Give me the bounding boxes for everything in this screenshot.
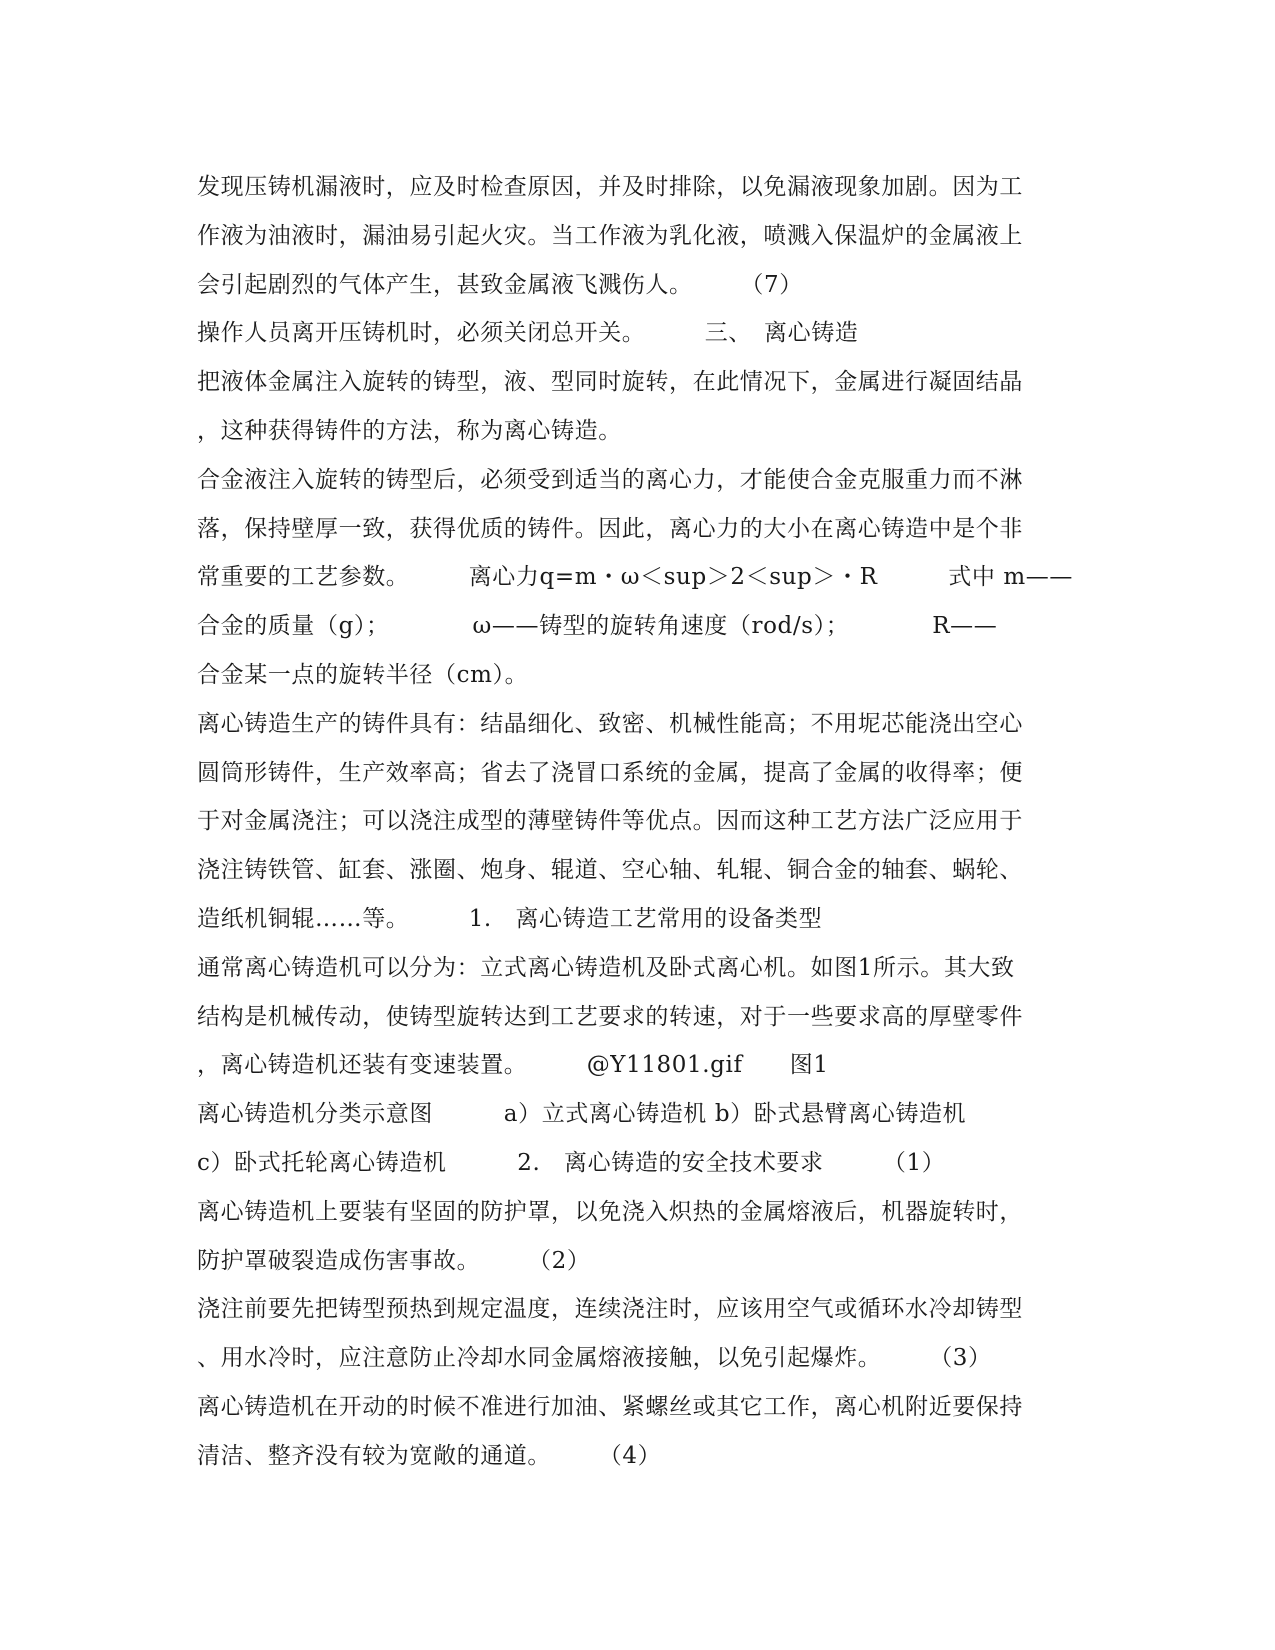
text-line: c）卧式托轮离心铸造机 2. 离心铸造的安全技术要求 （1） (197, 1149, 946, 1176)
body-text (197, 163, 1077, 1481)
text-line: 浇注前要先把铸型预热到规定温度，连续浇注时，应该用空气或循环水冷却铸型 (197, 1296, 1023, 1323)
text-line: 操作人员离开压铸机时，必须关闭总开关。 三、 离心铸造 (197, 320, 859, 347)
text-line: 作液为油液时，漏油易引起火灾。当工作液为乳化液，喷溅入保温炉的金属液上 (197, 222, 1023, 249)
text-line: 合金液注入旋转的铸型后，必须受到适当的离心力，才能使合金克服重力而不淋 (197, 466, 1023, 493)
text-line: 离心铸造生产的铸件具有：结晶细化、致密、机械性能高；不用坭芯能浇出空心 (197, 710, 1023, 737)
text-line: 常重要的工艺参数。 离心力q=m・ω＜sup＞2＜sup＞・R 式中 m—— (197, 564, 1074, 591)
text-line: 于对金属浇注；可以浇注成型的薄壁铸件等优点。因而这种工艺方法广泛应用于 (197, 808, 1023, 835)
text-line: 发现压铸机漏液时，应及时检查原因，并及时排除，以免漏液现象加剧。因为工 (197, 174, 1023, 200)
text-line: 离心铸造机在开动的时候不准进行加油、紧螺丝或其它工作，离心机附近要保持 (197, 1393, 1023, 1420)
text-line: 造纸机铜辊……等。 1. 离心铸造工艺常用的设备类型 (197, 905, 823, 932)
text-line: 合金的质量（g）； ω——铸型的旋转角速度（rod/s）； R—— (197, 613, 998, 640)
text-line: ，这种获得铸件的方法，称为离心铸造。 (197, 417, 622, 444)
text-line: 离心铸造机分类示意图 a）立式离心铸造机 b）卧式悬臂离心铸造机 (197, 1101, 967, 1128)
text-line: 把液体金属注入旋转的铸型，液、型同时旋转，在此情况下，金属进行凝固结晶 (197, 369, 1023, 396)
text-line: 清洁、整齐没有较为宽敞的通道。 （4） (197, 1442, 662, 1469)
text-line: 浇注铸铁管、缸套、涨圈、炮身、辊道、空心轴、轧辊、铜合金的轴套、蜗轮、 (197, 857, 1023, 884)
text-line: 结构是机械传动，使铸型旋转达到工艺要求的转速，对于一些要求高的厚壁零件 (197, 1003, 1023, 1030)
text-line: ，离心铸造机还装有变速装置。 @Y11801.gif 图1 (197, 1052, 829, 1079)
text-line: 离心铸造机上要装有坚固的防护罩，以免浇入炽热的金属熔液后，机器旋转时， (197, 1198, 1023, 1225)
text-line: 合金某一点的旋转半径（cm）。 (197, 661, 529, 688)
text-line: 通常离心铸造机可以分为：立式离心铸造机及卧式离心机。如图1所示。其大致 (197, 954, 1015, 981)
text-line: 、用水冷时，应注意防止冷却水同金属熔液接触，以免引起爆炸。 （3） (197, 1345, 992, 1372)
text-line: 防护罩破裂造成伤害事故。 （2） (197, 1247, 591, 1274)
text-line: 圆筒形铸件，生产效率高；省去了浇冒口系统的金属，提高了金属的收得率；便 (197, 759, 1023, 786)
text-line: 会引起剧烈的气体产生，甚致金属液飞溅伤人。 （7） (197, 271, 803, 298)
text-line: 落，保持壁厚一致，获得优质的铸件。因此，离心力的大小在离心铸造中是个非 (197, 515, 1023, 542)
